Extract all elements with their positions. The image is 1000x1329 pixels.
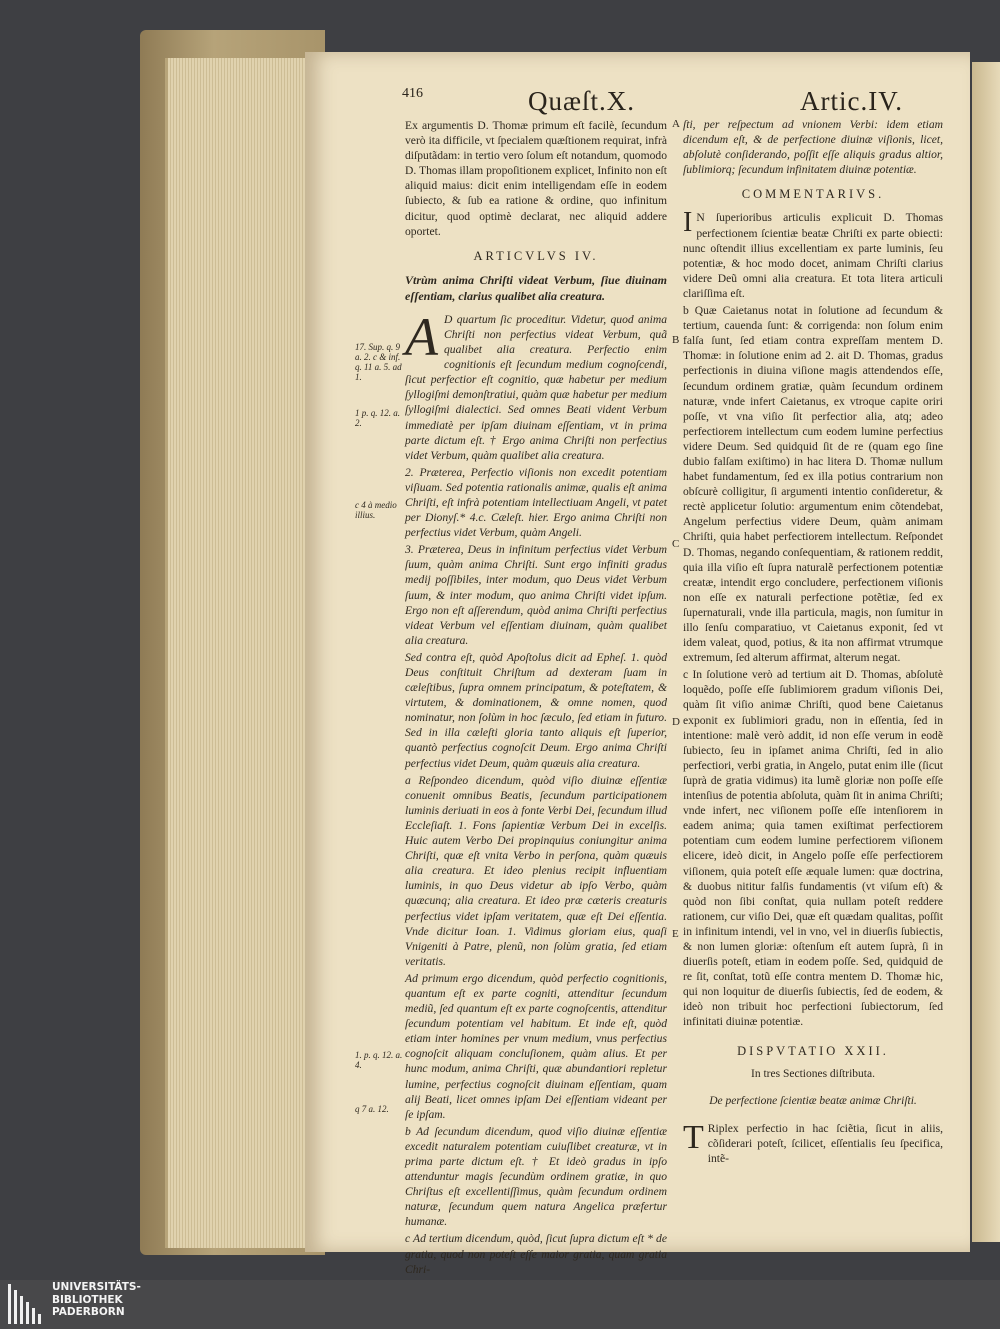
disputatio-heading: DISPVTATIO XXII. — [737, 1043, 889, 1058]
question-heading: Vtrùm anima Chriſti videat Verbum, ſiue diuinam eſſentiam, clarius qualibet alia creatura. — [405, 272, 667, 303]
logo-line-3: PADERBORN — [52, 1306, 125, 1318]
facing-page-edge — [972, 62, 1000, 1242]
page-edges — [165, 58, 308, 1248]
running-head-quaestio: Quæſt.X. — [528, 86, 636, 116]
commentary-title: COMMENTARIVS. — [741, 187, 885, 202]
margin-note: c 4 à medio illius. — [355, 500, 397, 520]
page-number: 416 — [402, 86, 423, 101]
drop-cap: A — [405, 306, 438, 367]
intro-paragraph: Ex argumentis D. Thomæ primum eſt facilè, ſecundum verò ita difficile, vt ſpecialem quæſtionem requirat, infrà diſputãdam: in tertio vero ſolum eſt notandum, quomodo D. Thomas illam propoſitionem explicet, Infinito non eſt aliquid maius: dicit enim intelligendam eſſe in eodem ſubiecto, & ſub ea ratione & ordine, quo infinitum dicitur, quod optimè declarat, nec aliquid addere oportet. — [405, 119, 667, 238]
paragraph-objection-2: 2. Præterea, Perfectio viſionis non excedit potentiam viſiuam. Sed potentia rationalis animæ, qualis eſt anima Chriſti, eſt infrà potentiam intellectiuam Angeli, vt patet per Dionyſ.* 4.c. Cæleſt. hier. Ergo anima Chriſti non perfectius videt Verbum, quàm Angeli. — [405, 465, 667, 540]
objection-1-text: D quartum ſic proceditur. Videtur, quod anima Chriſti non perfectius videat Verbum, quã qualibet alia creatura. Perfectio enim cognitionis eſt ſecundum medium cognoſcendi, ſicut perfectior eſt cognitio, quæ habetur per medium ſyllogiſmi demonſtratiui, quàm quæ habetur per medium ſyllogiſmi dialectici. Sed omnes Beati vident Verbum immediatè per ipſam diuinam eſſentiam, vt in prima parte dictum eſt. † Ergo anima Chriſti non perfectius videt Verbum, quàm qualibet alia creatura. — [405, 312, 667, 462]
commentary-paragraph-1 — [683, 207, 943, 301]
section-letter-c: C — [672, 538, 680, 550]
paragraph-ad-primum: Ad primum ergo dicendum, quòd perfectio cognitionis, quantum eſt ex parte cogniti, attenditur ſecundum mediũ, ſed quantum eſt ex parte cognoſcentis, attenditur ſecundum potentiam vel habitum. Et inde eſt, quòd etiam inter homines per vnum medium, vnus perfectius cognoſcit aliquam concluſionem, quàm alius. Et per hunc modum, anima Chriſti, quæ abundantiori repletur lumine, perfectius cognoſcit diuinam eſſentiam, quam alij Beati, licet omnes ipſam Dei eſſentiam videant per ſe ipſam. — [405, 971, 667, 1121]
paragraph-sed-contra: Sed contra eſt, quòd Apoſtolus dicit ad Epheſ. 1. quòd Deus conſtituit Chriſtum ad dexteram ſuam in cæleſtibus, ſupra omnem principatum, & poteſtatem, & virtutem, & dominationem, & omne nomen, quod nominatur, non ſolùm in hoc ſæculo, ſed etiam in futuro. Sed in illa cæleſti gloria tanto aliquis eſt ſuperior, quantò perfectius cognoſcit Deum. Ergo anima Chriſti perfectius videt Deum, quàm quæuis alia creatura. — [405, 650, 667, 770]
logo-line-2: BIBLIOTHEK — [52, 1293, 123, 1306]
footer-bar — [0, 1280, 1000, 1329]
running-head-articulus: Artic.IV. — [800, 86, 903, 116]
right-text-column — [683, 117, 943, 1168]
continuation-paragraph: ſti, per reſpectum ad vnionem Verbi: idem etiam dicendum eſt, & de perfectione diuinæ viſionis, licet, abſolutè conſiderando, poſſit eſſe aliquis gradus altior, ſublimiorq; ſecundum infinitatem diuinæ potentiæ. — [683, 118, 943, 177]
paragraph-objection-1 — [405, 306, 667, 463]
section-letter-a: A — [672, 118, 680, 130]
margin-note: q 7 a. 12. — [355, 1104, 389, 1114]
drop-cap: T — [683, 1118, 704, 1156]
commentary-paragraph-2: b Quæ Caietanus notat in ſolutione ad ſecundum & tertium, cauenda ſunt: & corrigenda: non ſolum enim falſa ſunt, ſed etiam contra expreſſam mentem D. Thomæ: in ſolutione enim ad 2. ait D. Thomas, gradus perfectionis in diuina viſione magis attendendos eſſe, ſecundum ordinem gratiæ, quàm ſecundum ordinem naturæ, vnde infert Caietanus, ex vtroque capite oriri poſſe, vt vna viſio ſit perfectior alia, atq; adeo perfectiorem intellectum cum eodem lumine perfectius videre Deum. Sed quidquid ſit de re (quam ego ſine dubio falſam exiſtimo) in hac litera D. Thomæ nullum habet fundamentum, ſed ex illa potius contrarium non obſcurè colligitur, ſi argumenti intentio conſideretur, & rectè applicetur ſolutio: argumentum enim cõtendebat, Angelum perfectius videre Deum, quàm animam Chriſti, quia habet perfectiorem intellectum. Reſpondet D. Thomas, negando conſequentiam, & rationem reddit, quia illa viſio eſt ſupra naturalẽ perfectionem potentiæ creatæ, intendit ergo concludere, perfectionem viſionis non eſſe ex naturali perfectione potẽtiæ, ſed ex ſupernaturali, vnde illa particula, magis, non ſumitur in illo ſenſu comparatiuo, vt Caietanus exponit, ſed vt idem valeat, quod, potius, & ita non affirmat vtrumque extremum, ſed alterum affirmat, alterum negat. — [683, 304, 943, 665]
paragraph-objection-3: 3. Præterea, Deus in infinitum perfectius videt Verbum ſuum, quàm anima Chriſti. Sunt ergo infiniti gradus medij poſſibiles, inter modum, quo Deus videt Verbum ſuum, & inter modum, quo anima Chriſti videt ipſum. Ergo non eſt aſſerendum, quòd anima Chriſti perfectius videat Verbum vel eſſentiam diuinam, quàm qualibet alia creatura. — [405, 543, 667, 647]
library-logo-text — [52, 1281, 141, 1319]
paragraph-respondeo: a Reſpondeo dicendum, quòd viſio diuinæ eſſentiæ conuenit omnibus Beatis, ſecundum participationem luminis deriuati in eos à fonte Verbi Dei, ſecundum illud Eccleſiaſt. 1. Fons ſapientiæ Verbum Dei in excelſis. Huic autem Verbo Dei propinquius coniungitur anima Chriſti, quæ eſt vnita Verbo in perſona, quàm quæuis alia creatura. Et ideo plenius recipit influentiam luminis, in quo Deus videtur ab ipſo Verbo, quàm quæcunq; alia creatura. Et ideo præ cæteris creaturis perfectius videt ipſam veritatem, quæ eſt Dei eſſentia. Vnde dicitur Ioan. 1. Vidimus gloriam eius, quaſi Vnigeniti à Patre, plenũ, non ſolùm gratia, ſed etiam veritatis. — [405, 773, 667, 968]
commentary-1-text: N ſuperioribus articulis explicuit D. Thomas perfectionem ſcientiæ beatæ Chriſti ex parte obiecti: nunc oſtendit illius excellentiam ex parte luminis, ſeu potentiæ, & hoc modo docet, animam Chriſti clarius videre Deũ omni alia creatura. Et tota litera articuli clariſſima eſt. — [683, 211, 943, 300]
section-letter-d: D — [672, 716, 680, 728]
paragraph-ad-secundum: b Ad ſecundum dicendum, quod viſio diuinæ eſſentiæ excedit naturalem potentiam cuiuſlibet creaturæ, vt in prima parte dictum eſt. † Et ideò gradus in ipſo attenduntur magis ſecundùm ordinem gratiæ, in quo Chriſtus eſt excellentiſſimus, quàm ſecundum ordinem naturæ, ſecundum quem natura Angelica præfertur humanæ. — [405, 1124, 667, 1229]
margin-note: 1. p. q. 12. a. 4. — [355, 1050, 403, 1070]
margin-note: 17. Sup. q. 9 a. 2. c & inf. q. 11 a. 5. ad 1. — [355, 342, 402, 382]
paragraph-ad-tertium: c Ad tertium dicendum, quòd, ſicut ſupra dictum eſt * de gratia, quod non poteſt eſſe maior gratia, quam gratia Chri- — [405, 1232, 667, 1276]
sectio-heading: De perfectione ſcientiæ beatæ animæ Chriſti. — [709, 1094, 917, 1107]
logo-line-1: UNIVERSITÄTS- — [52, 1281, 141, 1293]
section-letter-b: B — [672, 334, 680, 346]
article-title: ARTICVLVS IV. — [473, 248, 599, 263]
left-text-column — [405, 118, 667, 1279]
section-letter-e: E — [672, 928, 679, 940]
library-logo-icon — [8, 1284, 46, 1324]
disputatio-text: Riplex perfectio in hac ſciẽtia, ſicut in aliis, cõſiderari poteſt, ſcilicet, eſſentialis ſeu ſpecifica, intẽ- — [707, 1121, 943, 1165]
drop-cap: I — [683, 207, 693, 239]
disputatio-paragraph — [683, 1118, 943, 1166]
disputatio-subheading: In tres Sectiones diſtributa. — [751, 1067, 875, 1080]
margin-note: 1 p. q. 12. a. 2. — [355, 408, 400, 428]
commentary-paragraph-3: c In ſolutione verò ad tertium ait D. Thomas, abſolutè loquẽdo, poſſe eſſe ſublimiorem gradum viſionis Dei, quàm ſit viſio animæ Chriſti, quod bene Caietanus exponit ex ſublimiori gradu, non in eſſentia, ſed in intentione: malè verò addit, id non eſſe verum in eodẽ ſubiecto, ſeu in ipſamet anima Chriſti, ſed in alio perfectiori, verbi gratia, in Angelo, putat enim ille (ſicut ſuprà de gratia vidimus) ita lumẽ gloriæ non poſſe eſſe intenſius de potentia abſoluta, quàm ſit in anima Chriſti; vnde infert, nec viſionem poſſe eſſe intenſiorem in eadem anima; quia tamen exiſtimat perfectiorem potentiam cum eodem lumine perfectiorem viſionem elicere, ideò dicit, in Angelo poſſe eſſe perfectiorem viſionem, quia poteſt eſſe æquale lumen: quæ doctrina, & duobus nititur falſis fundamentis (vt viſum eſt) & quòd non ſibi conſtat, quia nullam poteſt reddere rationem, cur viſio Dei, quæ eſt quædam qualitas, poſſit in infinitum intendi, vel in vno, vel in diuerſis ſubiectis, & non lumen gloriæ: oſtenſum eſt autem ſuprà, ſi in diuerſis poteſt, etiam in eodem poſſe. Sed, quidquid de re ſit, conſtat, totũ eſſe contra mentem D. Thomæ hic, qui non loquitur de diuerſis ſubiectis, ſed de eodem, & ideò non tribuit hoc perfectioni ſubiectorum, ſed infinitati diuinæ potentiæ. — [683, 668, 943, 1029]
